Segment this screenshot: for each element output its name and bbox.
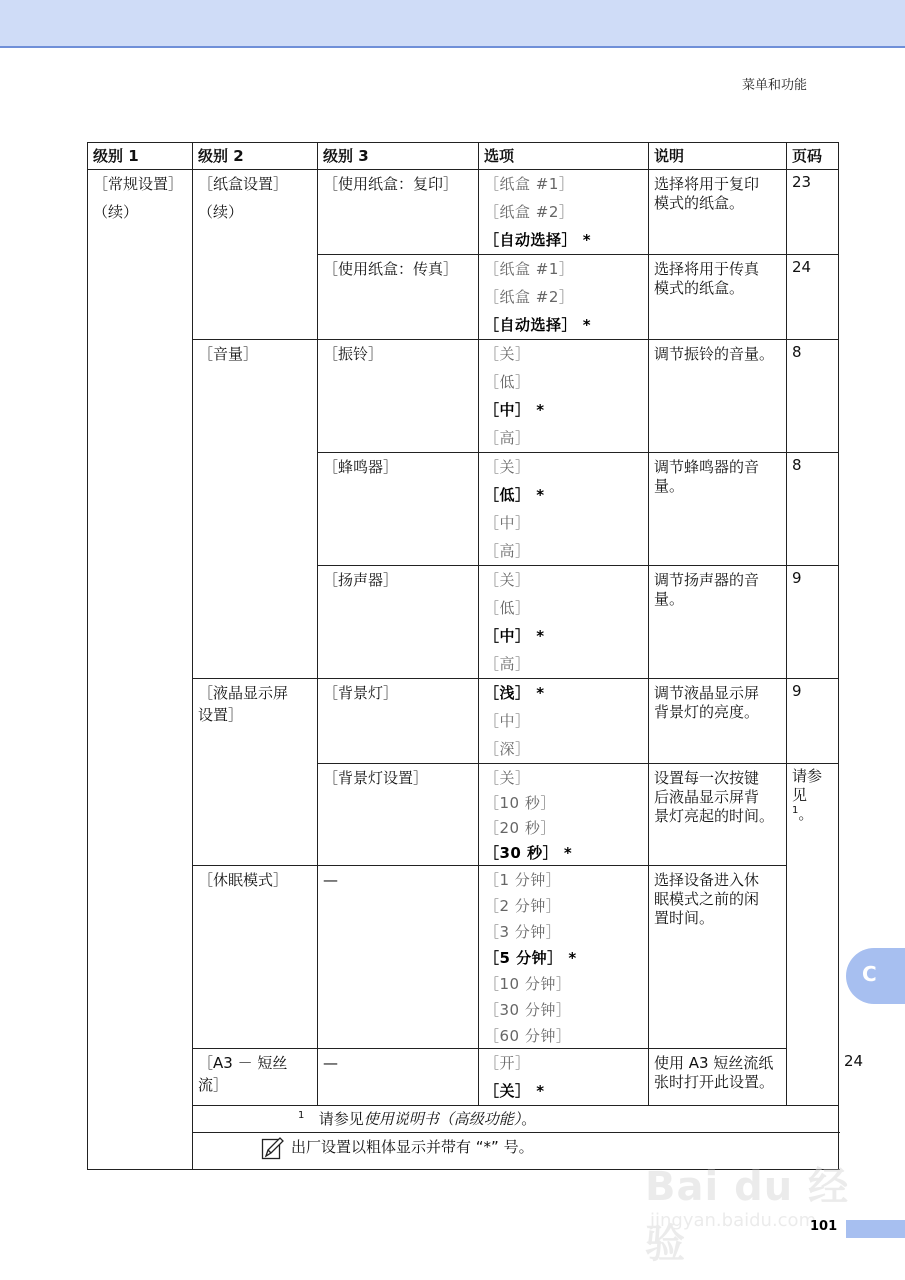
footer-band [846,1220,905,1238]
option-item: ［低］ [484,373,531,391]
options-cell [479,453,649,566]
page-cell [787,255,839,340]
level2-label: ［A3 － 短丝 流］ [198,1054,288,1094]
page-ref: 9 [792,682,802,700]
description-text: 调节扬声器的音 量。 [654,571,760,608]
option-item: ［纸盒 #1］ [484,260,575,278]
table-header-row [88,143,839,170]
level2-label: ［液晶显示屏 设置］ [198,684,289,724]
table-row: ［A3 － 短丝 流］ — ［开］ ［关］ * 使用 A3 短丝流纸 张时打开此设置。 24 [88,1049,839,1106]
options-cell [479,170,649,255]
option-item: ［关］ [484,345,531,363]
option-item-default: ［关］ * [484,1082,545,1100]
level3-label: ［蜂鸣器］ [318,453,479,566]
table-row [88,866,839,1049]
option-item-default: ［低］ * [484,486,545,504]
header-options: 选项 [479,143,649,170]
option-item: ［深］ [484,740,531,758]
page-cell [787,679,839,764]
description-text: 选择设备进入休 眠模式之前的闲 置时间。 [654,871,760,927]
option-item: ［高］ [484,542,531,560]
level3-label: ［背景灯设置］ [318,764,479,866]
footnote-suffix: 。 [521,1110,537,1128]
level3-label: ［使用纸盒：复印］ [318,170,479,255]
description-cell [649,566,787,679]
description-text: 调节液晶显示屏 背景灯的亮度。 [654,684,760,721]
level2-a3-cell [193,1049,318,1106]
option-item: ［10 秒］ [484,794,556,812]
section-title: 菜单和功能 [741,78,807,93]
level2-tray-cell [193,170,318,340]
option-item: ［60 分钟］ [484,1027,572,1045]
description-cell [649,255,787,340]
footnote-row [88,1106,839,1133]
description-text: 调节蜂鸣器的音 量。 [654,458,760,495]
option-item: ［纸盒 #2］ [484,288,575,306]
option-item: ［高］ [484,429,531,447]
option-item: ［中］ [484,712,531,730]
table-row [88,340,839,453]
option-item: ［10 分钟］ [484,975,572,993]
page-cell [787,566,839,679]
options-cell [479,255,649,340]
option-item: ［1 分钟］ [484,871,562,889]
header-level1: 级别 1 [88,143,193,170]
description-cell [649,170,787,255]
section-tab [846,948,905,1004]
page-ref: 8 [792,343,802,361]
level3-label: — [318,866,479,1049]
table-row [88,679,839,764]
option-item-default: ［中］ * [484,401,545,419]
option-item: ［高］ [484,655,531,673]
options-cell [479,340,649,453]
options-cell [479,1049,649,1106]
level2-volume-cell: ［音量］ [193,340,318,679]
level1-cell [88,170,193,1170]
description-cell [649,679,787,764]
option-item: ［低］ [484,599,531,617]
option-item: ［30 分钟］ [484,1001,572,1019]
description-text: 调节振铃的音量。 [654,345,775,363]
page-ref: 23 [792,173,812,191]
level3-label: ［背景灯］ [318,679,479,764]
description-text: 选择将用于复印 模式的纸盒。 [654,175,760,212]
options-cell [479,764,649,866]
page-ref: 请参 见 $^1$。 [792,767,823,823]
option-item: ［20 秒］ [484,819,556,837]
level3-label: — [318,1049,479,1106]
option-item-default: ［5 分钟］ * [484,949,577,967]
level1-cont: （续） [93,203,139,221]
option-item: ［开］ [484,1054,531,1072]
level2-cont: （续） [198,203,244,221]
footnote [193,1106,839,1133]
footnote-ref: 1 [792,805,799,816]
options-cell [479,679,649,764]
level2-lcd-cell [193,679,318,866]
footnote-prefix: 请参见 [318,1110,364,1128]
option-item-default: ［自动选择］ * [484,316,592,334]
level3-label: ［使用纸盒：传真］ [318,255,479,340]
page-cell [787,340,839,453]
page-cell [787,170,839,255]
option-item: ［2 分钟］ [484,897,562,915]
page-ref: 8 [792,456,802,474]
level3-label: ［振铃］ [318,340,479,453]
description-cell [649,866,787,1049]
level3-label: ［扬声器］ [318,566,479,679]
option-item: ［关］ [484,458,531,476]
footnote-manual-title: 使用说明书（高级功能） [363,1110,522,1128]
page-number: 101 [810,1219,838,1234]
option-item-default: ［中］ * [484,627,545,645]
option-item: ［中］ [484,514,531,532]
page-cell [787,453,839,566]
menu-table [87,142,864,1170]
table-row [88,170,839,255]
description-text: 选择将用于传真 模式的纸盒。 [654,260,760,297]
option-item: ［关］ [484,769,531,787]
page-ref: 9 [792,569,802,587]
top-header-band [0,0,905,48]
description-cell [649,340,787,453]
description-text: 设置每一次按键 后液晶显示屏背 景灯亮起的时间。 [654,769,775,825]
page-cell [787,764,839,1106]
watermark-sub: jingyan.baidu.com [650,1210,817,1231]
watermark-main: Bai du 经验 [645,1164,850,1267]
option-item-default: ［浅］ * [484,684,545,702]
level2-label: ［纸盒设置］ [198,175,289,193]
header-level2: 级别 2 [193,143,318,170]
option-item-default: ［30 秒］ * [484,844,573,862]
option-item: ［3 分钟］ [484,923,562,941]
footnote-number: 1 [298,1110,305,1121]
section-tab-letter: C [862,962,877,986]
description-cell [649,453,787,566]
note-text: 出厂设置以粗体显示并带有 “*” 号。 [291,1138,534,1156]
option-item: ［关］ [484,571,531,589]
options-cell [479,866,649,1049]
option-item-default: ［自动选择］ * [484,231,592,249]
level1-label: ［常规设置］ [93,175,184,193]
note-pencil-icon [261,1136,285,1160]
description-cell [649,764,787,866]
description-text: 使用 A3 短丝流纸 张时打开此设置。 [654,1054,775,1091]
level2-sleep-cell: ［休眠模式］ [193,866,318,1049]
description-cell [649,1049,787,1106]
header-page: 页码 [787,143,839,170]
header-description: 说明 [649,143,787,170]
option-item: ［纸盒 #1］ [484,175,575,193]
option-item: ［纸盒 #2］ [484,203,575,221]
header-level3: 级别 3 [318,143,479,170]
options-cell [479,566,649,679]
page-ref: 24 [792,258,812,276]
